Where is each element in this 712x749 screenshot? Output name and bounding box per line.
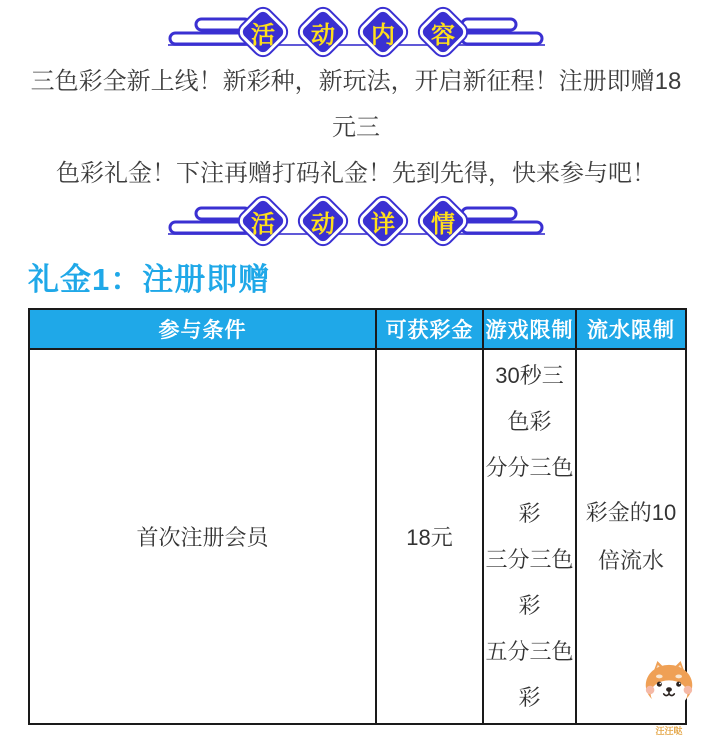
game-limit-line: 彩 (518, 592, 541, 618)
intro-line: 三色彩全新上线！新彩种，新玩法，开启新征程！注册即赠18元三 (30, 68, 682, 141)
cell-condition: 首次注册会员 (29, 349, 376, 724)
banner-char: 动 (311, 21, 335, 49)
banner-char: 动 (311, 210, 335, 238)
banner-char: 内 (371, 21, 395, 49)
turnover-line: 彩金的10 (585, 499, 677, 525)
mascot-caption: 汪汪哒 (655, 726, 683, 736)
table-header-row (29, 309, 686, 349)
promo-table (28, 308, 687, 725)
cloud-swirl-icon (0, 193, 712, 257)
banner-char: 活 (251, 210, 275, 238)
game-limit-line: 色彩 (507, 408, 552, 434)
col-header-game-limit: 游戏限制 (483, 309, 576, 349)
game-limit-line: 三分三色 (485, 546, 574, 572)
turnover-line: 倍流水 (597, 547, 664, 573)
game-limit-line: 彩 (518, 500, 541, 526)
banner-char: 详 (371, 210, 395, 238)
game-limit-line: 30秒三 (495, 362, 564, 388)
dog-mascot-icon[interactable] (641, 659, 697, 721)
table-row (29, 349, 686, 724)
intro-paragraph (20, 59, 692, 197)
cell-game-limit (483, 349, 576, 724)
mascot-widget[interactable] (641, 659, 697, 736)
banner-char: 情 (431, 210, 455, 238)
banner-activity-details (0, 193, 712, 257)
col-header-condition: 参与条件 (29, 309, 376, 349)
section-title-bonus1: 礼金1：注册即赠 (28, 262, 271, 297)
cell-bonus: 18元 (376, 349, 483, 724)
game-limit-line: 彩 (518, 684, 541, 710)
col-header-bonus: 可获彩金 (376, 309, 483, 349)
intro-line: 色彩礼金！下注再赠打码礼金！先到先得，快来参与吧！ (56, 160, 656, 187)
banner-char: 活 (251, 21, 275, 49)
banner-char: 容 (431, 21, 455, 49)
game-limit-line: 五分三色 (485, 638, 574, 664)
game-limit-line: 分分三色 (485, 454, 574, 480)
col-header-turnover: 流水限制 (576, 309, 686, 349)
